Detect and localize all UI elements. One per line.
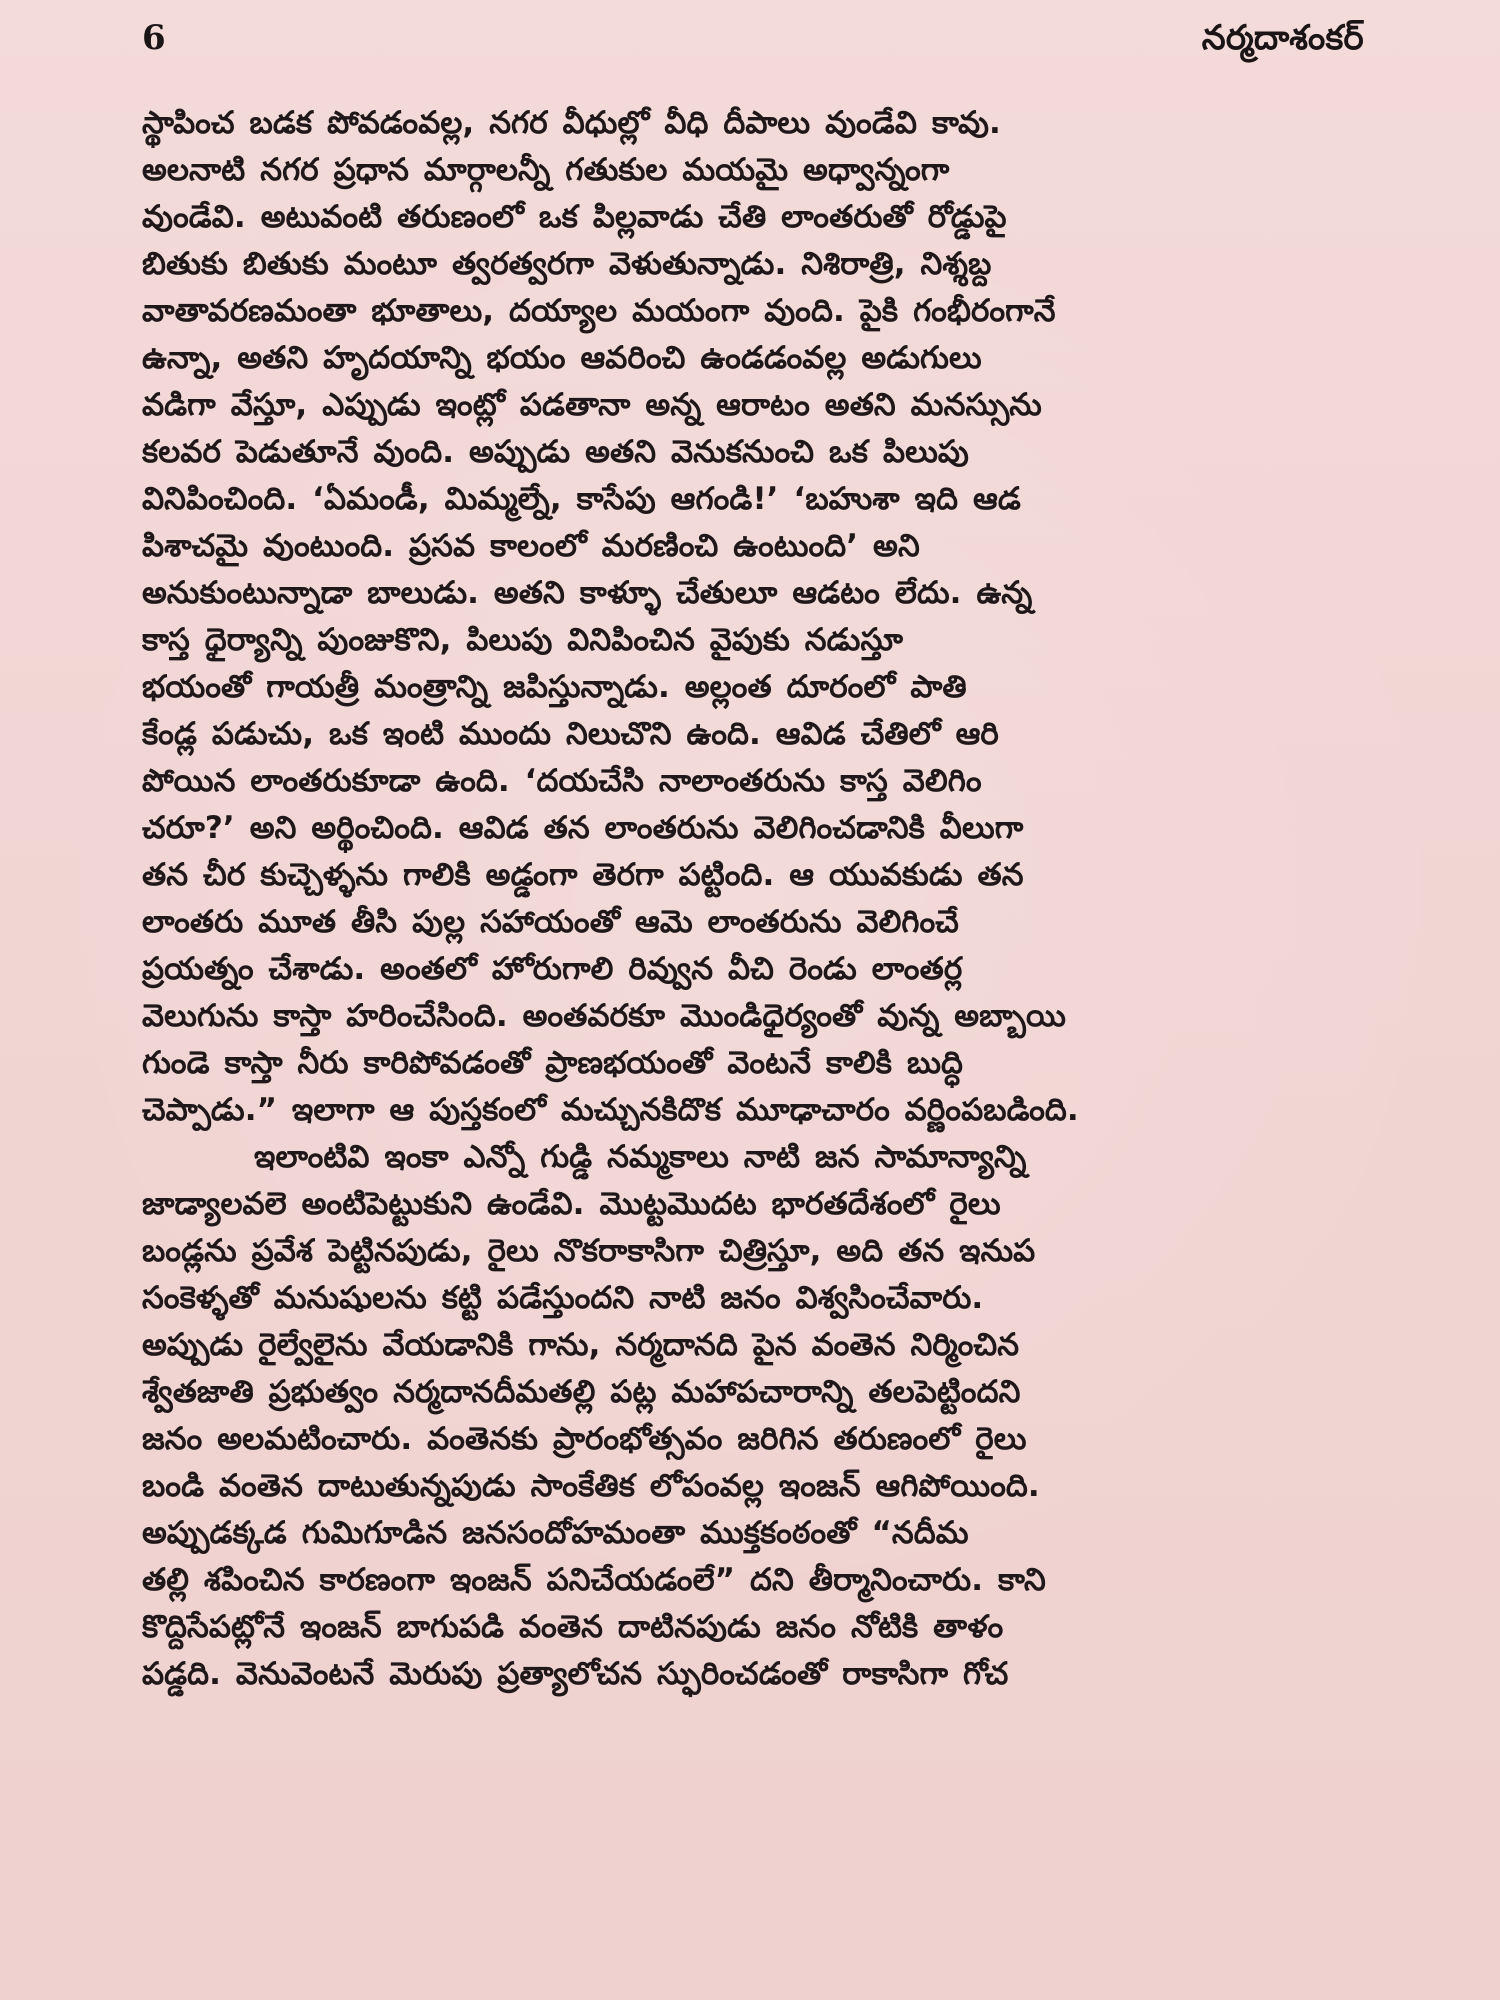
text-line: పోయిన లాంతరుకూడా ఉంది. ‘దయచేసి నాలాంతరును కాస్త వెలిగిం [142,763,982,799]
text-line: పిశాచమై వుంటుంది. ప్రసవ కాలంలో మరణించి ఉంటుంది’ అని [142,528,920,564]
text-line: చరూ?’ అని అర్థించింది. ఆవిడ తన లాంతరును వెలిగించడానికి వీలుగా [142,810,1024,846]
body-text [142,100,1364,1980]
text-line: స్థాపించ బడక పోవడంవల్ల, నగర వీధుల్లో వీధి దీపాలు వుండేవి కావు. [142,105,1001,141]
text-line: బితుకు బితుకు మంటూ త్వరత్వరగా వెళుతున్నాడు. నిశిరాత్రి, నిశ్శబ్ద [142,246,992,282]
text-line: అప్పుడు రైల్వేలైను వేయడానికి గాను, నర్మదానది పైన వంతెన నిర్మించిన [142,1327,1020,1363]
text-line: వుండేవి. అటువంటి తరుణంలో ఒక పిల్లవాడు చేతి లాంతరుతో రోడ్డుపై [142,199,1007,235]
text-line: అనుకుంటున్నాడా బాలుడు. అతని కాళ్ళూ చేతులూ ఆడటం లేదు. ఉన్న [142,575,1033,611]
text-line: తన చీర కుచ్చెళ్ళను గాలికి అడ్డంగా తెరగా పట్టింది. ఆ యువకుడు తన [142,857,1024,893]
paragraph-start-line: ఇలాంటివి ఇంకా ఎన్నో గుడ్డి నమ్మకాలు నాటి జన సామాన్యాన్ని [254,1139,1027,1175]
page-header [142,14,1364,72]
text-line: కాస్త ధైర్యాన్ని పుంజుకొని, పిలుపు వినిపించిన వైపుకు నడుస్తూ [142,622,904,658]
text-line: వెలుగును కాస్తా హరించేసింది. అంతవరకూ మొండిధైర్యంతో వున్న అబ్బాయి [142,998,1066,1034]
text-line: బండి వంతెన దాటుతున్నపుడు సాంకేతిక లోపంవల్ల ఇంజన్ ఆగిపోయింది. [142,1468,1040,1504]
text-line: కలవర పెడుతూనే వుంది. అప్పుడు అతని వెనుకనుంచి ఒక పిలుపు [142,434,969,470]
text-line: జనం అలమటించారు. వంతెనకు ప్రారంభోత్సవం జరిగిన తరుణంలో రైలు [142,1421,1027,1457]
text-line: శ్వేతజాతి ప్రభుత్వం నర్మదానదీమతల్లి పట్ల మహాపచారాన్ని తలపెట్టిందని [142,1374,1021,1410]
text-line: వినిపించింది. ‘ఏమండీ, మిమ్మల్నే, కాసేపు ఆగండి!’ ‘బహుశా ఇది ఆడ [142,481,1021,517]
text-line: గుండె కాస్తా నీరు కారిపోవడంతో ప్రాణభయంతో వెంటనే కాలికి బుద్ధి [142,1045,964,1081]
text-line: చెప్పాడు.” ఇలాగా ఆ పుస్తకంలో మచ్చునకిదొక మూఢాచారం వర్ణింపబడింది. [142,1092,1079,1128]
text-line: భయంతో గాయత్రీ మంత్రాన్ని జపిస్తున్నాడు. అల్లంత దూరంలో పాతి [142,669,967,705]
text-line: లాంతరు మూత తీసి పుల్ల సహాయంతో ఆమె లాంతరును వెలిగించే [142,904,959,940]
text-line: ప్రయత్నం చేశాడు. అంతలో హోరుగాలి రివ్వున వీచి రెండు లాంతర్ల [142,951,963,987]
text-line: తల్లి శపించిన కారణంగా ఇంజన్ పనిచేయడంలే” దని తీర్మానించారు. కాని [142,1562,1046,1598]
text-line: పడ్డది. వెనువెంటనే మెరుపు ప్రత్యాలోచన స్ఫురించడంతో రాకాసిగా గోచ [142,1656,1009,1692]
text-line: అలనాటి నగర ప్రధాన మార్గాలన్నీ గతుకుల మయమై అధ్వాన్నంగా [142,152,950,188]
text-line: కొద్దిసేపట్లోనే ఇంజన్ బాగుపడి వంతెన దాటినపుడు జనం నోటికి తాళం [142,1609,1004,1645]
text-line: బండ్లను ప్రవేశ పెట్టినపుడు, రైలు నొకరాకాసిగా చిత్రిస్తూ, అది తన ఇనుప [142,1233,1036,1269]
text-line: సంకెళ్ళతో మనుషులను కట్టి పడేస్తుందని నాటి జనం విశ్వసించేవారు. [142,1280,984,1316]
text-line: అప్పుడక్కడ గుమిగూడిన జనసందోహమంతా ముక్తకంఠంతో “నదీమ [142,1515,969,1551]
text-line: జాడ్యాలవలె అంటిపెట్టుకుని ఉండేవి. మొట్టమొదట భారతదేశంలో రైలు [142,1186,1001,1222]
text-line: వడిగా వేస్తూ, ఎప్పుడు ఇంట్లో పడతానా అన్న ఆరాటం అతని మనస్సును [142,387,1042,423]
text-line: వాతావరణమంతా భూతాలు, దయ్యాల మయంగా వుంది. పైకి గంభీరంగానే [142,293,1056,329]
text-line: కేండ్ల పడుచు, ఒక ఇంటి ముందు నిలుచొని ఉంది. ఆవిడ చేతిలో ఆరి [142,716,999,752]
text-line: ఉన్నా, అతని హృదయాన్ని భయం ఆవరించి ఉండడంవల్ల అడుగులు [142,340,982,376]
page-number: 6 [142,18,166,58]
running-title: నర్మదాశంకర్ [1201,18,1364,58]
